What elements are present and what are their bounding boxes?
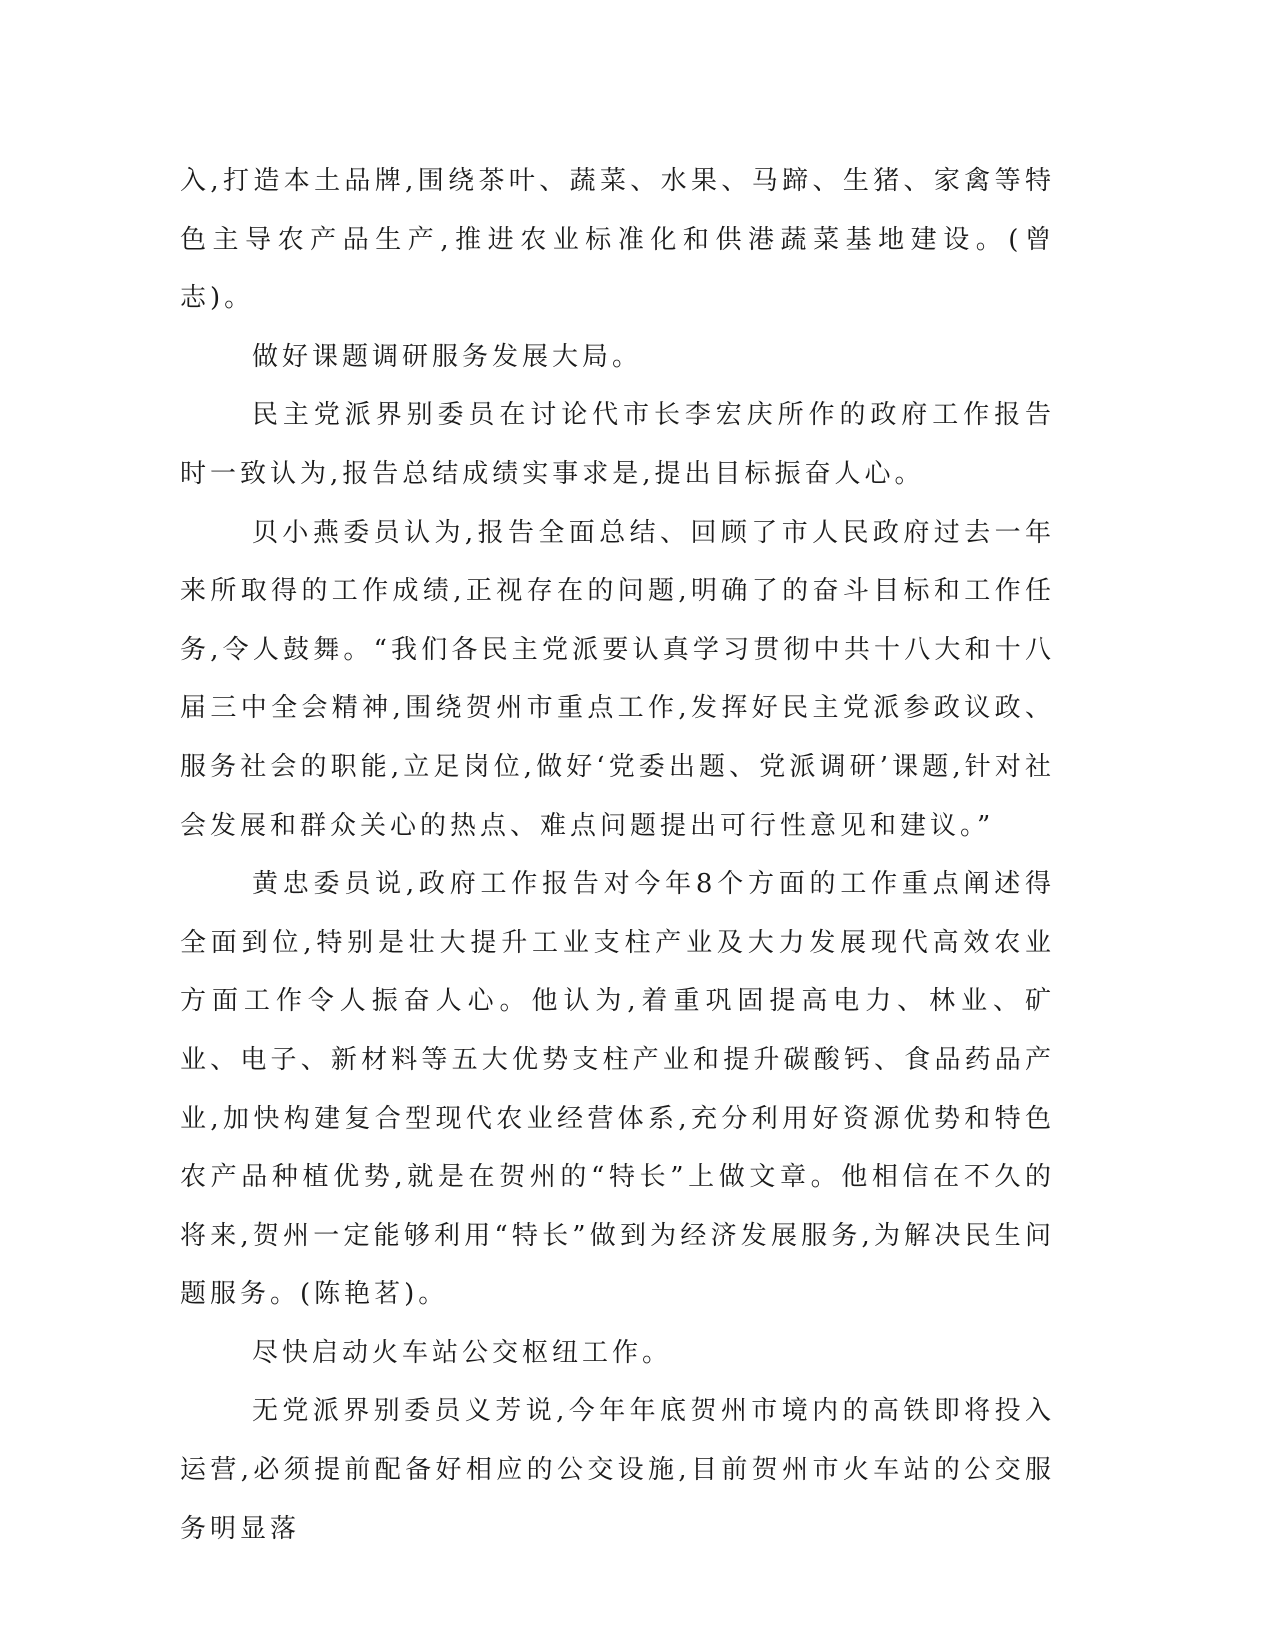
heading-research-service: 做好课题调研服务发展大局。 (252, 341, 643, 372)
paragraph-democratic-parties: 民主党派界别委员在讨论代市长李宏庆所作的政府工作报告时一致认为,报告总结成绩实事求是,提出目标振奋人心。 (180, 400, 1055, 489)
paragraph-yi-fang: 无党派界别委员义芳说,今年年底贺州市境内的高铁即将投入运营,必须提前配备好相应的公交设施,目前贺州市火车站的公交服务明显落 (180, 1396, 1055, 1544)
paragraph-bei-xiaoyan: 贝小燕委员认为,报告全面总结、回顾了市人民政府过去一年来所取得的工作成绩,正视存在的问题,明确了的奋斗目标和工作任务,令人鼓舞。“我们各民主党派要认真学习贯彻中共十八大和十八届三中全会精神,围绕贺州市重点工作,发挥好民主党派参政议政、服务社会的职能,立足岗位,做好‘党委出题、党派调研’课题,针对社会发展和群众关心的热点、难点问题提出可行性意见和建议。” (180, 517, 1055, 841)
paragraph-agriculture: 入,打造本土品牌,围绕茶叶、蔬菜、水果、马蹄、生猪、家禽等特色主导农产品生产,推进农业标准化和供港蔬菜基地建设。(曾志)。 (180, 166, 1055, 314)
paragraph-huang-zhong: 黄忠委员说,政府工作报告对今年8个方面的工作重点阐述得全面到位,特别是壮大提升工业支柱产业及大力发展现代高效农业方面工作令人振奋人心。他认为,着重巩固提高电力、林业、矿业、电子、新材料等五大优势支柱产业和提升碳酸钙、食品药品产业,加快构建复合型现代农业经营体系,充分利用好资源优势和特色农产品种植优势,就是在贺州的“特长”上做文章。他相信在不久的将来,贺州一定能够利用“特长”做到为经济发展服务,为解决民生问题服务。(陈艳茗)。 (180, 869, 1055, 1310)
document-body (180, 152, 1055, 1558)
heading-railway-bus-hub: 尽快启动火车站公交枢纽工作。 (252, 1337, 673, 1368)
